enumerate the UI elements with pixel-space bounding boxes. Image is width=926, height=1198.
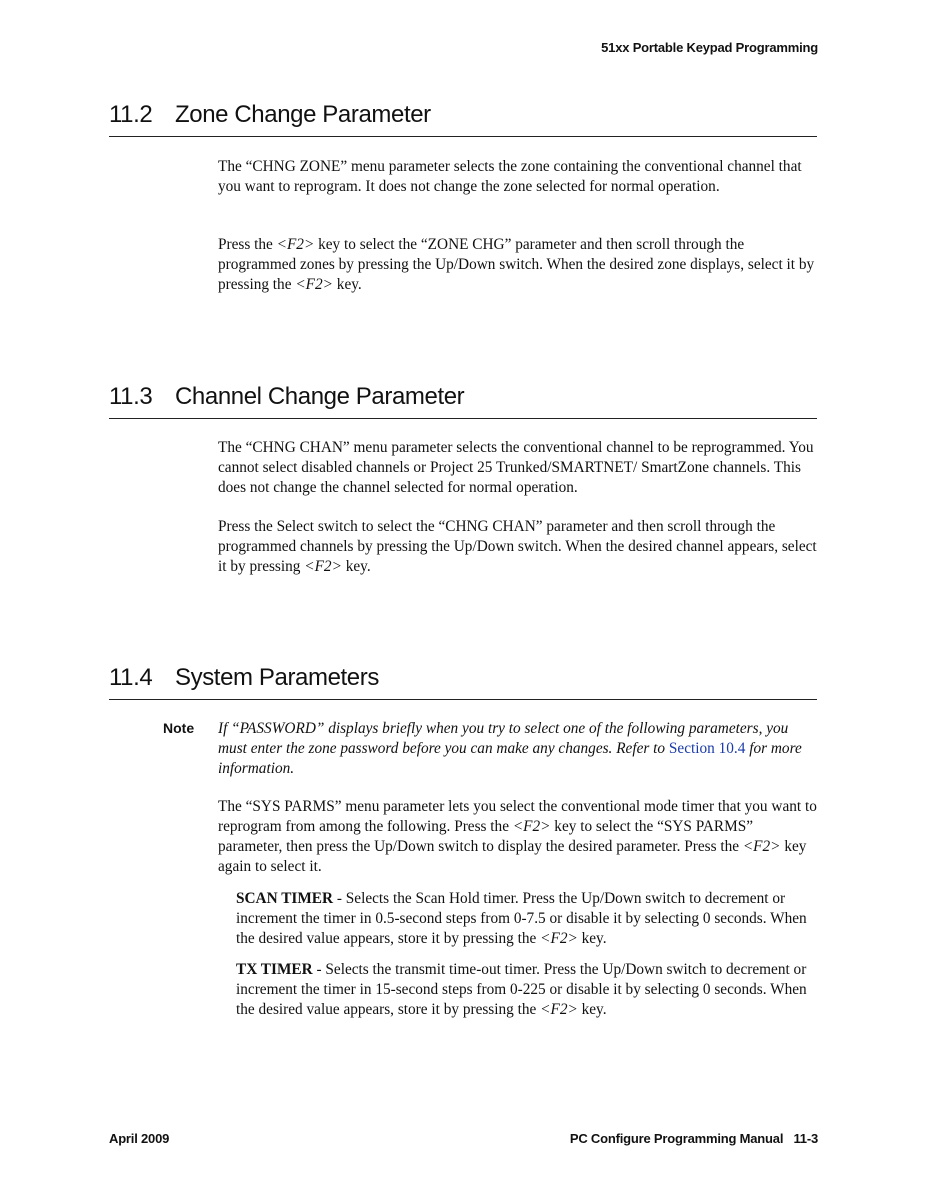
channel-change-description: The “CHNG CHAN” menu parameter selects the conventional channel to be reprogrammed. You cannot select disabled channels or Project 25 Trunked/SMARTNET/ SmartZone channels. This does not change the channel selected for normal operation. xyxy=(218,439,814,496)
section-heading-11-2 xyxy=(109,100,817,137)
f2-key: <F2> xyxy=(304,558,342,575)
f2-key: <F2> xyxy=(512,818,551,835)
page-number: 11-3 xyxy=(793,1131,818,1146)
tx-timer-term: TX TIMER xyxy=(236,961,313,978)
f2-key: <F2> xyxy=(295,276,333,293)
zone-change-instructions: Press the <F2> key to select the “ZONE CHG” parameter and then scroll through the programmed zones by pressing the Up/Down switch. When the desired zone displays, select it by pressing the <F2> key. xyxy=(218,236,815,293)
section-title: Zone Change Parameter xyxy=(175,101,431,128)
f2-key: <F2> xyxy=(540,1001,578,1018)
f2-key: <F2> xyxy=(742,838,781,855)
section-heading-11-3 xyxy=(109,382,817,419)
section-number: 11.2 xyxy=(109,101,153,128)
f2-key: <F2> xyxy=(276,236,315,253)
section-number: 11.4 xyxy=(109,664,153,691)
running-header: 51xx Portable Keypad Programming xyxy=(601,40,818,55)
section-number: 11.3 xyxy=(109,383,153,410)
zone-change-description: The “CHNG ZONE” menu parameter selects the zone containing the conventional channel that you want to reprogram. It does not change the zone selected for normal operation. xyxy=(218,158,802,195)
channel-change-instructions: Press the Select switch to select the “CHNG CHAN” parameter and then scroll through the programmed channels by pressing the Up/Down switch. When the desired channel appears, select it by pressing <F2> key. xyxy=(218,518,817,575)
section-title: System Parameters xyxy=(175,664,379,691)
f2-key: <F2> xyxy=(540,930,578,947)
tx-timer-item: TX TIMER - Selects the transmit time-out timer. Press the Up/Down switch to decrement or increment the timer in 15-second steps from 0-225 or disable it by selecting 0 seconds. When the desired value appears, store it by pressing the <F2> key. xyxy=(236,961,807,1018)
footer-date: April 2009 xyxy=(109,1131,170,1146)
section-10-4-link[interactable]: Section 10.4 xyxy=(668,740,746,757)
scan-timer-term: SCAN TIMER xyxy=(236,890,334,907)
footer-manual-page xyxy=(570,1131,818,1146)
scan-timer-item: SCAN TIMER - Selects the Scan Hold timer. Press the Up/Down switch to decrement or increment the timer in 0.5-second steps from 0-7.5 or disable it by selecting 0 seconds. When the desired value appears, store it by pressing the <F2> key. xyxy=(236,890,807,947)
footer-manual-title: PC Configure Programming Manual xyxy=(569,1131,784,1146)
note-text: If “PASSWORD” displays briefly when you try to select one of the following parameters, you must enter the zone password before you can make any changes. Refer to Section 10.4 for more information. xyxy=(218,720,802,777)
system-parameters-description: The “SYS PARMS” menu parameter lets you select the conventional mode timer that you want to reprogram from among the following. Press the <F2> key to select the “SYS PARMS” parameter, then press the Up/Down switch to display the desired parameter. Press the <F2> key again to select it. xyxy=(218,798,817,875)
section-title: Channel Change Parameter xyxy=(175,383,465,410)
section-heading-11-4 xyxy=(109,663,817,700)
note-label: Note xyxy=(163,720,195,736)
